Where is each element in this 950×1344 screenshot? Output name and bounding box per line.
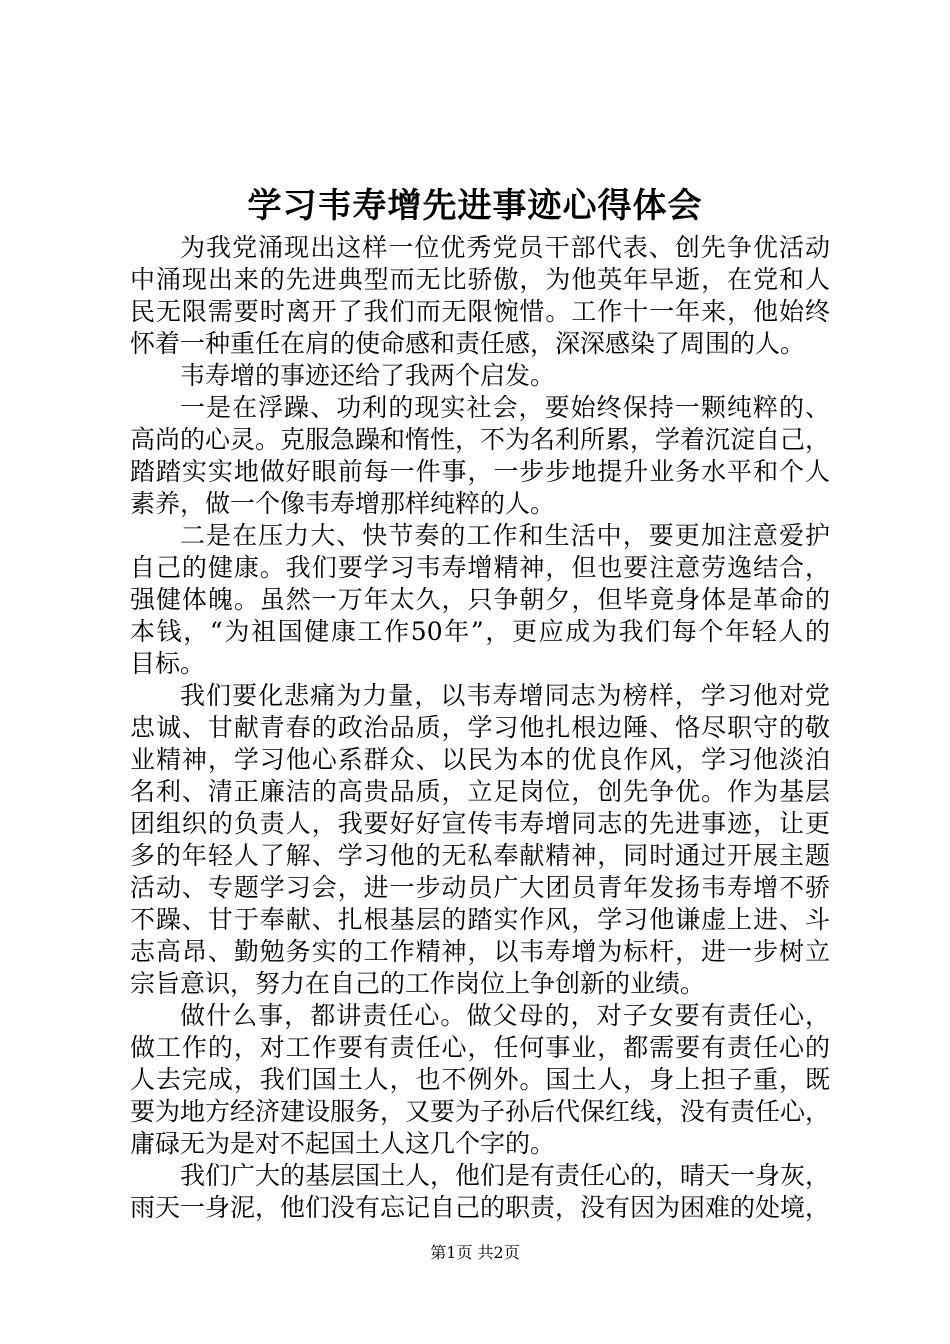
paragraph-line: 团组织的负责人，我要好好宣传韦寿增同志的先进事迹，让更 bbox=[130, 809, 830, 838]
document-title: 学习韦寿增先进事迹心得体会 bbox=[247, 186, 703, 226]
paragraph-line: 我们要化悲痛为力量，以韦寿增同志为榜样，学习他对党 bbox=[180, 681, 830, 710]
paragraph-line: 人去完成，我们国土人，也不例外。国土人，身上担子重，既 bbox=[130, 1065, 830, 1094]
paragraph-line: 庸碌无为是对不起国土人这几个字的。 bbox=[130, 1129, 556, 1158]
paragraph bbox=[130, 1160, 830, 1224]
paragraph-line: 中涌现出来的先进典型而无比骄傲，为他英年早逝，在党和人 bbox=[130, 265, 830, 294]
paragraph-line: 名利、清正廉洁的高贵品质，立足岗位，创先争优。作为基层 bbox=[130, 777, 830, 806]
paragraph-line: 雨天一身泥，他们没有忘记自己的职责，没有因为困难的处境， bbox=[130, 1193, 831, 1222]
paragraph-line: 做工作的，对工作要有责任心，任何事业，都需要有责任心的 bbox=[130, 1033, 830, 1062]
paragraph-line: 要为地方经济建设服务，又要为子孙后代保红线，没有责任心， bbox=[130, 1097, 831, 1126]
paragraph-line: 活动、专题学习会，进一步动员广大团员青年发扬韦寿增不骄 bbox=[130, 873, 830, 902]
paragraph-line: 为我党涌现出这样一位优秀党员干部代表、创先争优活动 bbox=[180, 233, 830, 262]
paragraph-line: 忠诚、甘献青春的政治品质，学习他扎根边陲、恪尽职守的敬 bbox=[130, 713, 830, 742]
paragraph-line: 怀着一种重任在肩的使命感和责任感，深深感染了周围的人。 bbox=[130, 329, 806, 358]
page-footer: 第1页 共2页 bbox=[430, 1243, 520, 1262]
document-body bbox=[130, 232, 830, 1224]
paragraph-line: 目标。 bbox=[130, 649, 206, 678]
paragraph-line: 素养，做一个像韦寿增那样纯粹的人。 bbox=[130, 489, 556, 518]
paragraph-line: 业精神，学习他心系群众、以民为本的优良作风，学习他淡泊 bbox=[130, 745, 830, 774]
paragraph-line: 民无限需要时离开了我们而无限惋惜。工作十一年来，他始终 bbox=[130, 297, 830, 326]
paragraph-line: 高尚的心灵。克服急躁和惰性，不为名利所累，学着沉淀自己， bbox=[130, 425, 831, 454]
paragraph-line: 韦寿增的事迹还给了我两个启发。 bbox=[180, 361, 556, 390]
paragraph bbox=[130, 392, 830, 520]
paragraph-line: 宗旨意识，努力在自己的工作岗位上争创新的业绩。 bbox=[130, 969, 706, 998]
paragraph-line: 本钱，“为祖国健康工作50年”，更应成为我们每个年轻人的 bbox=[130, 617, 830, 646]
paragraph bbox=[130, 680, 830, 1000]
paragraph-line: 多的年轻人了解、学习他的无私奉献精神，同时通过开展主题 bbox=[130, 841, 830, 870]
paragraph bbox=[130, 360, 830, 392]
paragraph-line: 做什么事，都讲责任心。做父母的，对子女要有责任心， bbox=[180, 1001, 830, 1030]
paragraph bbox=[130, 1000, 830, 1160]
paragraph-line: 强健体魄。虽然一万年太久，只争朝夕，但毕竟身体是革命的 bbox=[130, 585, 830, 614]
paragraph-line: 自己的健康。我们要学习韦寿增精神，但也要注意劳逸结合， bbox=[130, 553, 830, 582]
paragraph-line: 一是在浮躁、功利的现实社会，要始终保持一颗纯粹的、 bbox=[180, 393, 830, 422]
paragraph-line: 志高昂、勤勉务实的工作精神，以韦寿增为标杆，进一步树立 bbox=[130, 937, 830, 966]
paragraph-line: 不躁、甘于奉献、扎根基层的踏实作风，学习他谦虚上进、斗 bbox=[130, 905, 830, 934]
paragraph bbox=[130, 520, 830, 680]
paragraph bbox=[130, 232, 830, 360]
paragraph-line: 二是在压力大、快节奏的工作和生活中，要更加注意爱护 bbox=[180, 521, 830, 550]
paragraph-line: 我们广大的基层国土人，他们是有责任心的，晴天一身灰， bbox=[180, 1161, 831, 1190]
paragraph-line: 踏踏实实地做好眼前每一件事，一步步地提升业务水平和个人 bbox=[130, 457, 830, 486]
